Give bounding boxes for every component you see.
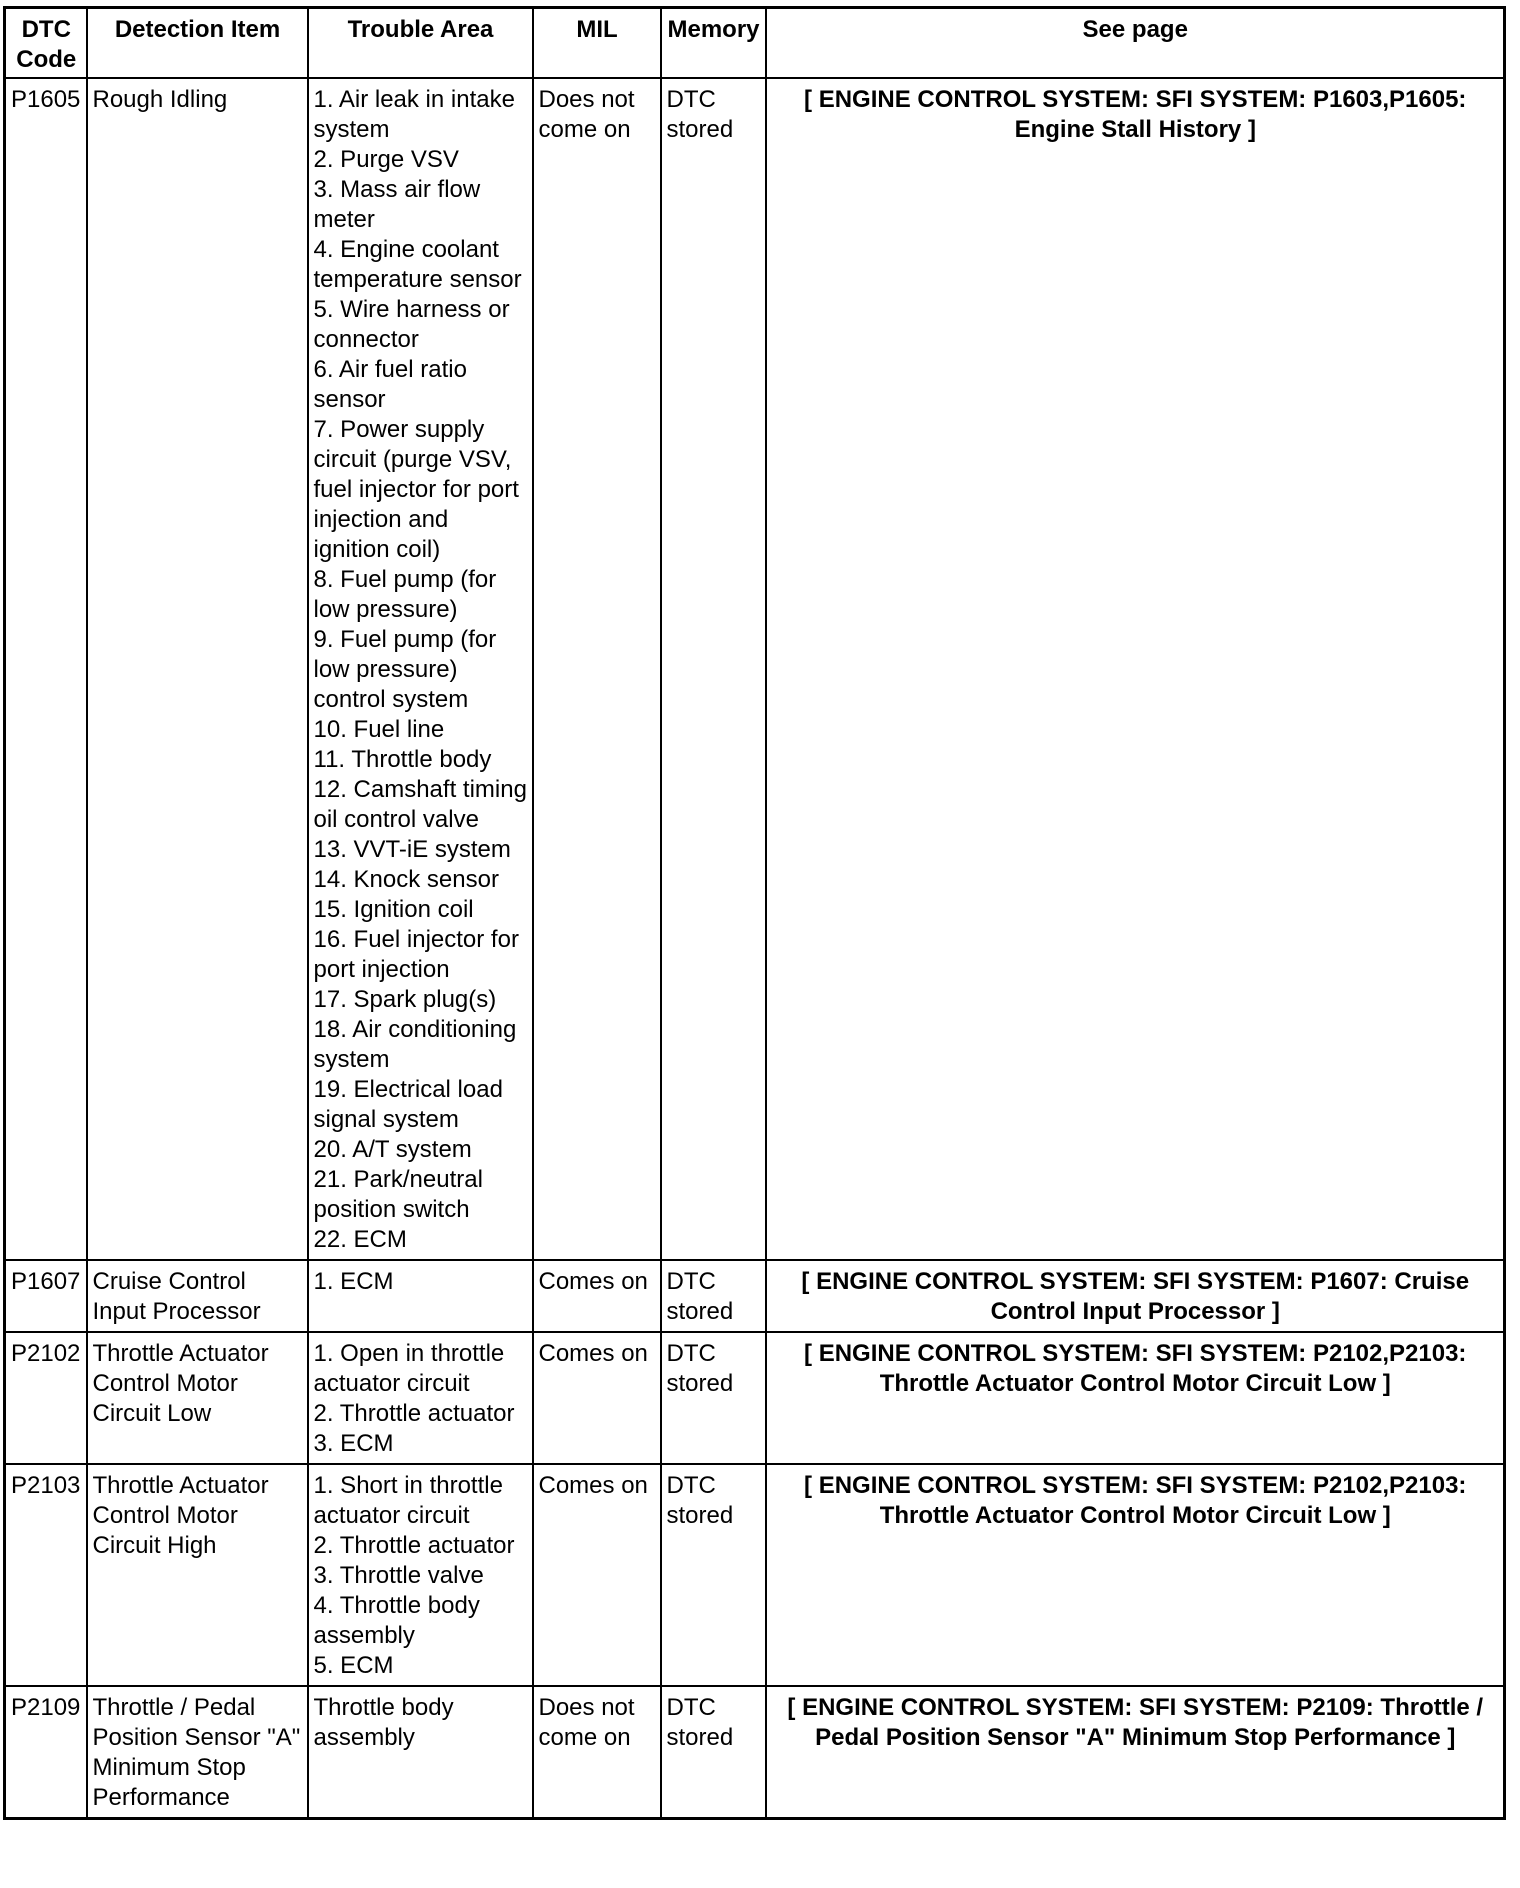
trouble-area-cell: [308, 78, 533, 1260]
see-page-link: [ ENGINE CONTROL SYSTEM: SFI SYSTEM: P1607: Cruise Control Input Processor ]: [766, 1260, 1505, 1332]
table-row: [5, 1332, 1505, 1464]
trouble-area-item: 5. ECM: [313, 1652, 394, 1679]
detection-item-cell: Cruise Control Input Processor: [87, 1260, 308, 1332]
trouble-area-item: 8. Fuel pump (for low pressure): [313, 566, 497, 623]
table-row: [5, 78, 1505, 1260]
header-memory: Memory: [661, 8, 766, 79]
trouble-area-item: 18. Air conditioning system: [313, 1016, 517, 1073]
detection-item-cell: Rough Idling: [87, 78, 308, 1260]
header-see-page: See page: [766, 8, 1505, 79]
table-row: [5, 1260, 1505, 1332]
trouble-area-item: 1. Open in throttle actuator circuit: [313, 1340, 505, 1397]
detection-item-cell: Throttle Actuator Control Motor Circuit Low: [87, 1332, 308, 1464]
detection-item-cell: Throttle Actuator Control Motor Circuit High: [87, 1464, 308, 1686]
trouble-area-item: 1. Air leak in intake system: [313, 86, 515, 143]
trouble-area-item: 4. Engine coolant temperature sensor: [313, 236, 522, 293]
mil-cell: Comes on: [533, 1260, 661, 1332]
trouble-area-item: 2. Purge VSV: [313, 146, 459, 173]
trouble-area-item: 10. Fuel line: [313, 716, 445, 743]
mil-cell: Does not come on: [533, 78, 661, 1260]
detection-item-cell: Throttle / Pedal Position Sensor "A" Minimum Stop Performance: [87, 1686, 308, 1819]
trouble-area-cell: [308, 1332, 533, 1464]
table-header-row: [5, 8, 1505, 79]
trouble-area-item: 11. Throttle body: [313, 746, 492, 773]
dtc-table: [3, 6, 1506, 1820]
see-page-link: [ ENGINE CONTROL SYSTEM: SFI SYSTEM: P1603,P1605: Engine Stall History ]: [766, 78, 1505, 1260]
trouble-area-item: 15. Ignition coil: [313, 896, 474, 923]
trouble-area-item: 16. Fuel injector for port injection: [313, 926, 519, 983]
trouble-area-item: 12. Camshaft timing oil control valve: [313, 776, 527, 833]
header-trouble-area: Trouble Area: [308, 8, 533, 79]
trouble-area-item: 6. Air fuel ratio sensor: [313, 356, 467, 413]
trouble-area-item: 7. Power supply circuit (purge VSV, fuel injector for port injection and ignition coil): [313, 416, 519, 563]
mil-cell: Comes on: [533, 1464, 661, 1686]
memory-cell: DTC stored: [661, 1260, 766, 1332]
trouble-area-item: 5. Wire harness or connector: [313, 296, 510, 353]
trouble-area-item: 2. Throttle actuator: [313, 1400, 515, 1427]
trouble-area-cell: [308, 1686, 533, 1819]
trouble-area-item: 4. Throttle body assembly: [313, 1592, 480, 1649]
trouble-area-item: 2. Throttle actuator: [313, 1532, 515, 1559]
trouble-area-item: Throttle body assembly: [313, 1694, 454, 1751]
dtc-code-cell: P2102: [5, 1332, 87, 1464]
dtc-code-cell: P1605: [5, 78, 87, 1260]
table-row: [5, 1464, 1505, 1686]
see-page-link: [ ENGINE CONTROL SYSTEM: SFI SYSTEM: P2102,P2103: Throttle Actuator Control Motor Circuit Low ]: [766, 1332, 1505, 1464]
trouble-area-item: 14. Knock sensor: [313, 866, 499, 893]
mil-cell: Comes on: [533, 1332, 661, 1464]
memory-cell: DTC stored: [661, 1332, 766, 1464]
trouble-area-item: 1. ECM: [313, 1268, 394, 1295]
trouble-area-item: 22. ECM: [313, 1226, 407, 1253]
trouble-area-item: 3. Throttle valve: [313, 1562, 484, 1589]
trouble-area-item: 3. ECM: [313, 1430, 394, 1457]
memory-cell: DTC stored: [661, 78, 766, 1260]
mil-cell: Does not come on: [533, 1686, 661, 1819]
table-row: [5, 1686, 1505, 1819]
memory-cell: DTC stored: [661, 1686, 766, 1819]
dtc-code-cell: P2109: [5, 1686, 87, 1819]
header-detection-item: Detection Item: [87, 8, 308, 79]
header-mil: MIL: [533, 8, 661, 79]
trouble-area-item: 13. VVT-iE system: [313, 836, 511, 863]
trouble-area-cell: [308, 1260, 533, 1332]
trouble-area-item: 1. Short in throttle actuator circuit: [313, 1472, 503, 1529]
trouble-area-item: 20. A/T system: [313, 1136, 472, 1163]
dtc-code-cell: P2103: [5, 1464, 87, 1686]
trouble-area-item: 21. Park/neutral position switch: [313, 1166, 483, 1223]
see-page-link: [ ENGINE CONTROL SYSTEM: SFI SYSTEM: P2102,P2103: Throttle Actuator Control Motor Circuit Low ]: [766, 1464, 1505, 1686]
trouble-area-item: 17. Spark plug(s): [313, 986, 497, 1013]
trouble-area-item: 19. Electrical load signal system: [313, 1076, 503, 1133]
trouble-area-cell: [308, 1464, 533, 1686]
memory-cell: DTC stored: [661, 1464, 766, 1686]
dtc-code-cell: P1607: [5, 1260, 87, 1332]
table-body: [5, 78, 1505, 1819]
trouble-area-item: 3. Mass air flow meter: [313, 176, 481, 233]
see-page-link: [ ENGINE CONTROL SYSTEM: SFI SYSTEM: P2109: Throttle / Pedal Position Sensor "A" Minimum Stop Performance ]: [766, 1686, 1505, 1819]
header-dtc-code: DTC Code: [5, 8, 87, 79]
trouble-area-item: 9. Fuel pump (for low pressure) control system: [313, 626, 497, 713]
